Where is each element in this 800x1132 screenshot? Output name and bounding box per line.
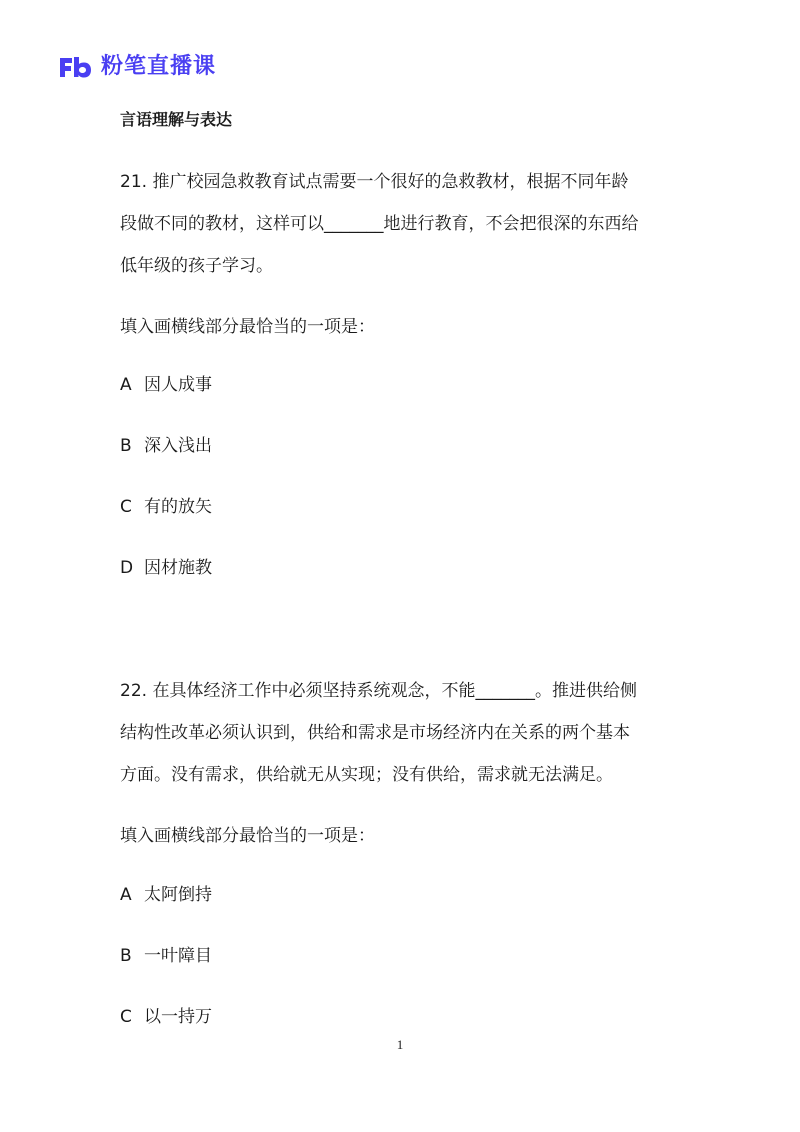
option-text: 一叶障目 [144, 946, 212, 966]
option-b[interactable] [120, 433, 212, 459]
header [57, 52, 216, 82]
fb-logo-icon [57, 54, 93, 80]
option-letter: A [120, 375, 132, 395]
option-letter: D [120, 558, 134, 578]
option-b[interactable] [120, 943, 212, 969]
brand-name: 粉笔直播课 [101, 54, 217, 79]
option-letter: B [120, 436, 132, 456]
option-c[interactable] [120, 494, 212, 520]
page-number: 1 [396, 1037, 404, 1052]
option-letter: B [120, 946, 132, 966]
option-letter: C [120, 497, 132, 517]
option-text: 因材施教 [144, 558, 212, 578]
question-text-line: 低年级的孩子学习。 [120, 256, 273, 276]
option-text: 以一持万 [144, 1007, 212, 1027]
question-text-line: 方面。没有需求，供给就无从实现；没有供给，需求就无法满足。 [120, 765, 613, 785]
option-d[interactable] [120, 555, 212, 581]
option-a[interactable] [120, 372, 212, 398]
option-c[interactable] [120, 1004, 212, 1030]
option-text: 有的放矢 [144, 497, 212, 517]
option-letter: A [120, 885, 132, 905]
section-title: 言语理解与表达 [120, 110, 233, 129]
option-text: 深入浅出 [144, 436, 212, 456]
question-text-line: 结构性改革必须认识到，供给和需求是市场经济内在关系的两个基本 [120, 723, 630, 743]
question-text-line: 段做不同的教材，这样可以_______地进行教育，不会把很深的东西给 [120, 214, 639, 234]
question-text-line: 22. 在具体经济工作中必须坚持系统观念，不能_______。推进供给侧 [120, 681, 637, 701]
question-prompt: 填入画横线部分最恰当的一项是： [120, 826, 375, 846]
question-prompt: 填入画横线部分最恰当的一项是： [120, 317, 375, 337]
option-letter: C [120, 1007, 132, 1027]
option-text: 太阿倒持 [144, 885, 212, 905]
question-text-line: 21. 推广校园急救教育试点需要一个很好的急救教材，根据不同年龄 [120, 172, 629, 192]
option-a[interactable] [120, 882, 212, 908]
option-text: 因人成事 [144, 375, 212, 395]
